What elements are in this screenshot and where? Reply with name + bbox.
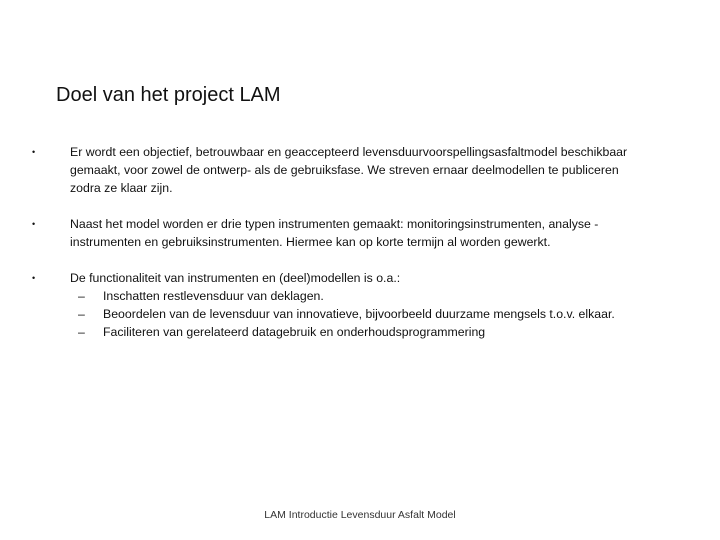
slide-footer: LAM Introductie Levensduur Asfalt Model	[264, 509, 456, 521]
sub-bullet-item	[70, 305, 646, 323]
dash-marker: –	[78, 307, 85, 321]
sub-bullet-item	[70, 287, 646, 305]
bullet-item	[26, 269, 646, 341]
bullet-text: Er wordt een objectief, betrouwbaar en geaccepteerd levensduurvoorspellingsasfaltmodel beschikbaar gemaakt, voor zowel de ontwerp- als de gebruiksfase. We streven ernaar deelmodellen te publiceren zodra ze klaar zijn.	[70, 145, 628, 195]
bullet-marker: •	[32, 219, 36, 229]
sub-bullet-list	[70, 287, 646, 341]
dash-marker: –	[78, 325, 85, 339]
sub-bullet-text: Inschatten restlevensduur van deklagen.	[103, 289, 324, 303]
sub-bullet-text: Beoordelen van de levensduur van innovatieve, bijvoorbeeld duurzame mengsels t.o.v. elkaar.	[103, 307, 615, 321]
bullet-text: De functionaliteit van instrumenten en (deel)modellen is o.a.:	[70, 271, 401, 285]
bullet-list	[26, 143, 646, 359]
bullet-marker: •	[32, 147, 36, 157]
slide-title: Doel van het project LAM	[56, 84, 281, 106]
sub-bullet-text: Faciliteren van gerelateerd datagebruik en onderhoudsprogrammering	[103, 325, 486, 339]
bullet-item	[26, 143, 646, 197]
bullet-marker: •	[32, 273, 36, 283]
bullet-item	[26, 215, 646, 251]
sub-bullet-item	[70, 323, 646, 341]
bullet-text: Naast het model worden er drie typen instrumenten gemaakt: monitoringsinstrumenten, analyse -instrumenten en gebruiksinstrumenten. Hiermee kan op korte termijn al worden gewerkt.	[70, 217, 599, 249]
dash-marker: –	[78, 289, 85, 303]
